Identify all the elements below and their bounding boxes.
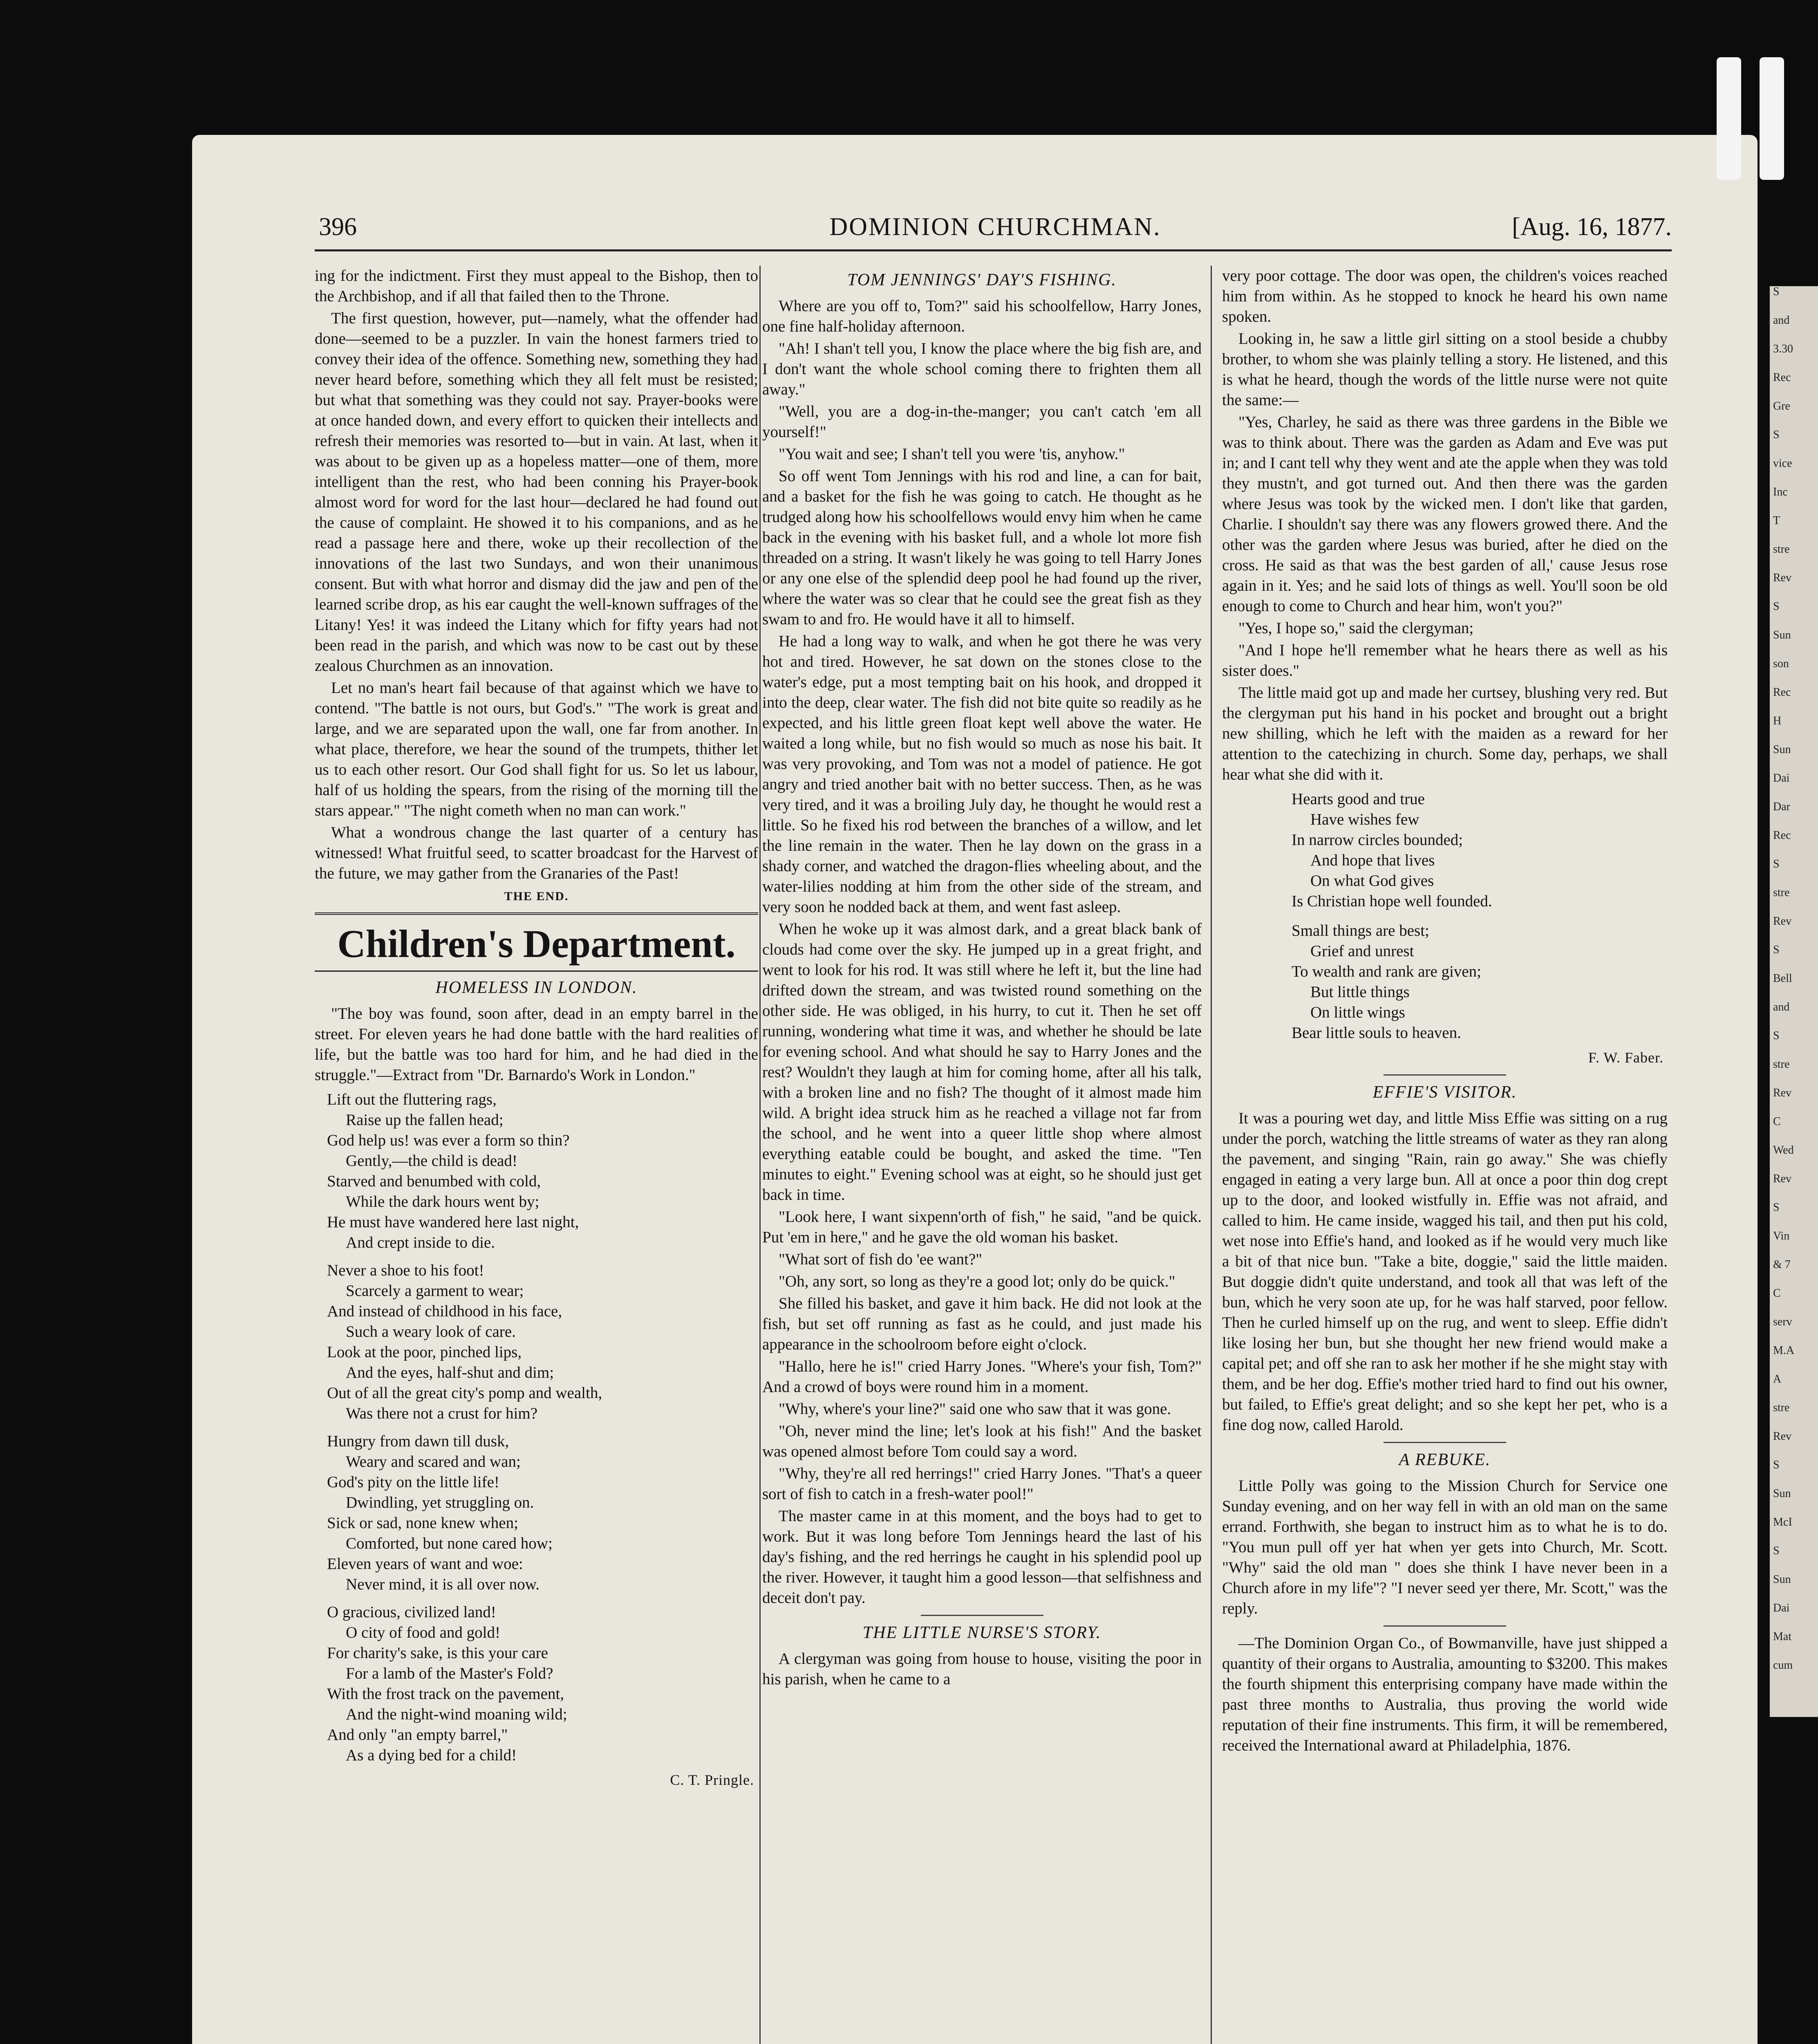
poem-line: Starved and benumbed with cold,	[327, 1172, 541, 1190]
poem-line: Dwindling, yet struggling on.	[346, 1494, 534, 1511]
poem-line: Hungry from dawn till dusk,	[327, 1432, 509, 1450]
margin-fragment: Gre	[1773, 401, 1790, 412]
poem-line: While the dark hours went by;	[346, 1193, 540, 1210]
margin-fragment: stre	[1773, 1402, 1790, 1414]
poem-line: And instead of childhood in his face,	[327, 1302, 562, 1320]
margin-fragment: Rev	[1773, 1431, 1792, 1443]
margin-fragment: S	[1773, 601, 1780, 613]
story-paragraph: "Oh, never mind the line; let's look at his fish!" And the basket was opened almost before Tom could say a word.	[762, 1422, 1202, 1460]
story-paragraph: "Why, they're all red herrings!" cried Harry Jones. "That's a queer sort of fish to catch in a fresh-water pool!"	[762, 1465, 1202, 1503]
margin-fragment: T	[1773, 515, 1780, 527]
hymn-line: Bear little souls to heaven.	[1292, 1024, 1461, 1042]
story-paragraph: A clergyman was going from house to house, visiting the poor in his parish, when he came to a	[762, 1650, 1202, 1688]
story-title: EFFIE'S VISITOR.	[1372, 1083, 1517, 1102]
story-paragraph: "Well, you are a dog-in-the-manger; you can't catch 'em all yourself!"	[762, 403, 1202, 441]
story-paragraph: "And I hope he'll remember what he hears there as well as his sister does."	[1222, 641, 1668, 679]
the-end-label: THE END.	[504, 890, 569, 903]
story-title: A REBUKE.	[1399, 1450, 1491, 1469]
poem-line: God's pity on the little life!	[327, 1473, 499, 1491]
story-paragraph: "Ah! I shan't tell you, I know the place where the big fish are, and I don't want the whole school coming there to frighten them all away."	[762, 340, 1202, 398]
margin-fragment: Bell	[1773, 973, 1792, 985]
hymn-line: Is Christian hope well founded.	[1292, 892, 1492, 910]
page-number: 396	[319, 213, 357, 241]
section-rule	[1384, 1625, 1506, 1627]
margin-fragment: Sun	[1773, 1574, 1791, 1586]
poem-line: God help us! was ever a form so thin?	[327, 1132, 570, 1149]
hymn-author: F. W. Faber.	[1588, 1049, 1664, 1066]
poem-line: O gracious, civilized land!	[327, 1603, 496, 1621]
section-rule	[921, 1615, 1043, 1616]
poem-line: Never mind, it is all over now.	[346, 1576, 540, 1593]
margin-fragment: Rev	[1773, 572, 1792, 584]
column-2	[762, 266, 1202, 1691]
poem-line: Eleven years of want and woe:	[327, 1555, 523, 1573]
story-paragraph: So off went Tom Jennings with his rod and line, a can for bait, and a basket for the fish he was going to catch. He thought as he trudged along how his schoolfellows would envy him when he came back in the evening with his basket full, and a whole lot more fish threaded on a string. It wasn't likely he was going to tell Harry Jones or any one else of the splendid deep pool he had found up the river, where the water was so clear that he could see the great fish as they swam to and fro. He would have it all to himself.	[762, 467, 1202, 628]
column-3	[1222, 266, 1668, 1757]
binding-bar-top-right	[1760, 57, 1784, 180]
article-paragraph: What a wondrous change the last quarter of a century has witnessed! What fruitful seed, to scatter broadcast for the Harvest of the future, we may gather from the Granaries of the Past!	[315, 824, 758, 882]
margin-fragment: McI	[1773, 1517, 1792, 1529]
hymn-line: In narrow circles bounded;	[1292, 831, 1463, 849]
hymn-verse	[1292, 789, 1668, 1043]
issue-date: [Aug. 16, 1877.	[1512, 213, 1672, 241]
story-paragraph: very poor cottage. The door was open, the children's voices reached him from within. As he stopped to knock he heard his own name spoken.	[1222, 267, 1668, 325]
hymn-line: To wealth and rank are given;	[1292, 963, 1482, 980]
margin-fragment: C	[1773, 1116, 1781, 1128]
story-paragraph: "Yes, Charley, he said as there was three gardens in the Bible we was to think about. There was the garden as Adam and Eve was put in; and I cant tell why they went and ate the apple when they was told they mustn't, and got turned out. And then there was the garden where Jesus was took by the wicked men. I don't like that garden, Charlie. I shouldn't say there was any flowers growed there. And the other was the garden where Jesus was buried, after he died on the cross. He said as that was the best garden of all,' cause Jesus rose again in it. Yes; and he said lots of things as well. You'll soon be old enough to come to Church and hear him, won't you?"	[1222, 413, 1668, 615]
margin-fragment: and	[1773, 315, 1790, 327]
poem-line: And crept inside to die.	[346, 1234, 495, 1251]
poem-line: And the eyes, half-shut and dim;	[346, 1364, 554, 1381]
margin-fragment: Rev	[1773, 1087, 1792, 1099]
margin-fragment: and	[1773, 1002, 1790, 1013]
margin-fragment: Rec	[1773, 372, 1791, 384]
margin-fragment: son	[1773, 658, 1789, 670]
poem-line: With the frost track on the pavement,	[327, 1685, 564, 1703]
column-divider-1	[759, 266, 761, 2044]
story-paragraph: She filled his basket, and gave it him back. He did not look at the fish, but set off running as fast as he could, and just made his appearance in the schoolroom before eight o'clock.	[762, 1295, 1202, 1353]
margin-fragment: S	[1773, 1202, 1780, 1214]
hymn-line: Have wishes few	[1310, 811, 1419, 828]
poem-line: Raise up the fallen head;	[346, 1111, 504, 1129]
poem-line: Gently,—the child is dead!	[346, 1152, 517, 1170]
story-paragraph: "What sort of fish do 'ee want?"	[779, 1251, 983, 1268]
margin-fragment: Rec	[1773, 830, 1791, 842]
margin-fragment: C	[1773, 1288, 1781, 1300]
margin-fragment: S	[1773, 944, 1780, 956]
margin-fragment: Inc	[1773, 486, 1788, 498]
poem-line: Such a weary look of care.	[346, 1323, 516, 1340]
hymn-line: And hope that lives	[1310, 852, 1435, 869]
margin-fragment: A	[1773, 1374, 1782, 1385]
margin-fragment: Dar	[1773, 801, 1790, 813]
news-item: —The Dominion Organ Co., of Bowmanville, have just shipped a quantity of their organs to Australia, amounting to $3200. This makes the fourth shipment this enterprising company have made within the past three months to Australia, thus proving the world wide reputation of their fine instruments. This firm, it will be remembered, received the International award at Philadelphia, 1876.	[1222, 1634, 1668, 1754]
margin-fragment: Rev	[1773, 1173, 1792, 1185]
margin-fragment: Rev	[1773, 916, 1792, 928]
story-title: TOM JENNINGS' DAY'S FISHING.	[847, 271, 1117, 289]
hymn-line: Small things are best;	[1292, 922, 1429, 939]
story-paragraph: Looking in, he saw a little girl sitting on a stool beside a chubby brother, to whom she was plainly telling a story. He listened, and this is what he heard, though the words of the little nurse were not quite the same:—	[1222, 330, 1668, 409]
margin-fragment: 3.30	[1773, 343, 1793, 355]
column-1	[315, 266, 758, 1796]
hymn-line: On little wings	[1310, 1004, 1405, 1021]
margin-strip-text	[1770, 286, 1818, 1717]
hymn-line: On what God gives	[1310, 872, 1434, 890]
poem-body	[327, 1089, 758, 1766]
article-paragraph: ing for the indictment. First they must appeal to the Bishop, then to the Archbishop, and if all that failed then to the Throne.	[315, 267, 758, 305]
section-rule	[1384, 1442, 1506, 1443]
margin-fragment: Sun	[1773, 744, 1791, 756]
story-paragraph: The little maid got up and made her curtsey, blushing very red. But the clergyman put his hand in his pocket and brought out a bright new shilling, which he left with the maiden as a reward for her attention to the catechizing in church. Some day, perhaps, we shall hear what she did with it.	[1222, 684, 1668, 783]
story-continuation	[1222, 266, 1668, 785]
poem-line: Comforted, but none cared how;	[346, 1535, 553, 1552]
margin-fragment: & 7	[1773, 1259, 1791, 1271]
poem-line: Out of all the great city's pomp and wealth,	[327, 1384, 602, 1402]
margin-fragment: Dai	[1773, 773, 1790, 784]
margin-fragment: cum	[1773, 1660, 1793, 1672]
story-title: THE LITTLE NURSE'S STORY.	[862, 1623, 1102, 1642]
poem-line: Look at the poor, pinched lips,	[327, 1343, 522, 1361]
section-heading: Children's Department.	[315, 912, 758, 972]
page-header	[319, 213, 1672, 245]
poem-line: O city of food and gold!	[346, 1624, 501, 1641]
poem-line: Sick or sad, none knew when;	[327, 1514, 518, 1532]
margin-fragment: Rec	[1773, 687, 1791, 699]
poem-line: As a dying bed for a child!	[346, 1746, 517, 1764]
poem-line: Lift out the fluttering rags,	[327, 1091, 497, 1108]
poem-line: Scarcely a garment to wear;	[346, 1282, 524, 1300]
poem-line: Weary and scared and wan;	[346, 1453, 521, 1470]
poem-author: C. T. Pringle.	[670, 1772, 754, 1788]
story-paragraph: "Yes, I hope so," said the clergyman;	[1238, 619, 1474, 637]
margin-fragment: S	[1773, 429, 1780, 441]
margin-fragment: Mat	[1773, 1631, 1792, 1643]
margin-fragment: Vin	[1773, 1230, 1790, 1242]
poem-line: And the night-wind moaning wild;	[346, 1706, 567, 1723]
story-paragraph: It was a pouring wet day, and little Miss Effie was sitting on a rug under the porch, watching the little streams of water as they ran along the pavement, and singing "Rain, rain go away." She was chiefly engaged in eating a very large bun. All at once a poor thin dog crept up to the door, and looked wistfully in. Effie was not afraid, and called to him. He came inside, wagged his tail, and then put his cold, wet nose into Effie's hand, and looked as if he would very much like a bit of that nice bun. "Take a bite, doggie," said the little maiden. But doggie didn't quite understand, and took all that was left of the bun, which he very soon ate up, for he was half starved, poor fellow. Then he curled himself up on the rug, and went to sleep. Effie didn't like losing her bun, but she thought her new friend would make a capital pet; and off she ran to ask her mother if he she might stay with them, and be her dog. Effie's mother tried hard to find out his owner, but failed, to Effie's great delight; and so she kept her pet, who is a fine dog now, called Harold.	[1222, 1109, 1668, 1434]
poem-line: Never a shoe to his foot!	[327, 1262, 484, 1279]
story-paragraph: "Hallo, here he is!" cried Harry Jones. "Where's your fish, Tom?" And a crowd of boys were round him in a moment.	[762, 1358, 1202, 1396]
poem-epigraph: "The boy was found, soon after, dead in an empty barrel in the street. For eleven years he had done battle with the hard realities of life, but the battle was too hard for him, and he had died in the struggle."—Extract from "Dr. Barnardo's Work in London."	[315, 1005, 758, 1084]
poem-title: HOMELESS IN LONDON.	[435, 978, 638, 997]
section-rule	[1384, 1074, 1506, 1076]
margin-fragment: S	[1773, 1030, 1780, 1042]
margin-fragment: M.A	[1773, 1345, 1795, 1357]
margin-fragment: Dai	[1773, 1602, 1790, 1614]
story-paragraph: "Look here, I want sixpenn'orth of fish," he said, "and be quick. Put 'em in here," and he gave the old woman his basket.	[762, 1208, 1202, 1246]
story-paragraph: "You wait and see; I shan't tell you were 'tis, anyhow."	[779, 445, 1125, 463]
margin-fragment: serv	[1773, 1316, 1792, 1328]
hymn-line: Hearts good and true	[1292, 790, 1425, 808]
margin-fragment: Wed	[1773, 1145, 1794, 1156]
margin-fragment: stre	[1773, 544, 1790, 556]
margin-fragment: S	[1773, 286, 1780, 298]
poem-line: And only "an empty barrel,"	[327, 1726, 508, 1744]
article-paragraph: The first question, however, put—namely, what the offender had done—seemed to be a puzzler. In vain the honest farmers tried to convey their idea of the offence. Something new, something they had never heard before, something which they all felt must be resisted; but what that something was they could not say. Prayer-books were at once handed down, and every effort to quicken their intellects and refresh their memories was resorted to—but in vain. At last, when it was about to be given up as a hopeless matter—one of them, more intelligent than the rest, who had been conning his Prayer-book almost word for word for the last hour—declared he had found out the cause of complaint. He showed it to his companions, and as he read a passage here and there, woke up their recollection of the innovations of the last two Sundays, and won their unanimous consent. But with what horror and dismay did the jaw and pen of the learned scribe drop, as his ear caught the well-known suffrages of the Litany! Yes! it was indeed the Litany which for fifty years had not been read in the parish, and which was now to be cast out by these zealous Churchmen as an innovation.	[315, 309, 758, 675]
margin-fragment: Sun	[1773, 630, 1791, 641]
header-rule	[315, 249, 1672, 251]
story-paragraph: The master came in at this moment, and the boys had to get to work. But it was long before Tom Jennings heard the last of his day's fishing, and the red herrings he caught in his splendid pool up the river. However, it taught him a good lesson—that selfishness and deceit don't pay.	[762, 1507, 1202, 1607]
story-paragraph: When he woke up it was almost dark, and a great black bank of clouds had come over the sky. He jumped up in a great fright, and went to look for his rod. It was still where he left it, but the line had drifted down the stream, and was twisted round something on the other side. He was obliged, in his hurry, to cut it. Then he set off running, wondering what time it was, and whether he should be late for evening school. And what should he say to Harry Jones and the rest? Wouldn't they laugh at him for coming home, after all his talk, with a broken line and no fish? The thought of it almost made him wild. A bright idea struck him as he reached a village not far from the school, and he went into a queer little shop where almost everything eatable could be bought, and asked the time. "Ten minutes to eight." Evening school was at eight, so he should just get back in time.	[762, 920, 1202, 1204]
margin-fragment: S	[1773, 1545, 1780, 1557]
poem-line: Was there not a crust for him?	[346, 1405, 538, 1422]
hymn-line: But little things	[1310, 983, 1410, 1001]
margin-fragment: stre	[1773, 887, 1790, 899]
column-divider-2	[1211, 266, 1212, 2044]
margin-fragment: Sun	[1773, 1488, 1791, 1500]
story-body	[762, 296, 1202, 1608]
margin-fragment: stre	[1773, 1059, 1790, 1071]
story-paragraph: Little Polly was going to the Mission Church for Service one Sunday evening, and on her way fell in with an old man on the same errand. Forthwith, she began to instruct him as to what he is to do. "You mun pull off yer hat when yer gets into Church, Mr. Scott. "Why" said the old man " does she think I have never been in a Church afore in my life"? "I never seed yer there, Mr. Scott," was the reply.	[1222, 1477, 1668, 1617]
margin-fragment: H	[1773, 715, 1782, 727]
margin-fragment: vice	[1773, 458, 1792, 470]
story-paragraph: He had a long way to walk, and when he got there he was very hot and tired. However, he sat down on the stones close to the water's edge, put a most tempting bait on his hook, and dropped it into the deep, clear water. The fish did not bite quite so readily as he expected, and his little green float kept well above the water. He waited a long while, but no fish would so much as nose his bait. It was very provoking, and Tom was not a model of patience. He got angry and tried another bait with no better success. Then, as he was very tired, and it was a broiling July day, he thought he would rest a little. So he fixed his rod between the branches of a willow, and let the line remain in the water. Then he lay down on the grass in a shady corner, and watched the dragon-flies wheeling about, and the water-lilies nodding at him from the other side of the stream, and very soon he nodded back at them, and went fast asleep.	[762, 632, 1202, 916]
poem-line: He must have wandered here last night,	[327, 1213, 579, 1231]
story-paragraph: Where are you off to, Tom?" said his schoolfellow, Harry Jones, one fine half-holiday afternoon.	[762, 297, 1202, 335]
publication-title: DOMINION CHURCHMAN.	[829, 213, 1161, 241]
margin-fragment: S	[1773, 858, 1780, 870]
story-paragraph: "Why, where's your line?" said one who saw that it was gone.	[779, 1400, 1171, 1418]
story-paragraph: "Oh, any sort, so long as they're a good lot; only do be quick."	[779, 1273, 1175, 1290]
binding-bar-top-left	[1717, 57, 1741, 180]
margin-fragment: S	[1773, 1459, 1780, 1471]
poem-line: For charity's sake, is this your care	[327, 1644, 548, 1662]
article-paragraph: Let no man's heart fail because of that against which we have to contend. "The battle is not ours, but God's." "The work is great and large, and we are separated upon the wall, one far from another. In what place, therefore, we hear the sound of the trumpets, thither let us to each other resort. Our God shall fight for us. So let us labour, half of us holding the spears, from the rising of the morning till the stars appear." "The night cometh when no man can work."	[315, 679, 758, 819]
poem-line: For a lamb of the Master's Fold?	[346, 1665, 553, 1682]
hymn-line: Grief and unrest	[1310, 942, 1414, 960]
